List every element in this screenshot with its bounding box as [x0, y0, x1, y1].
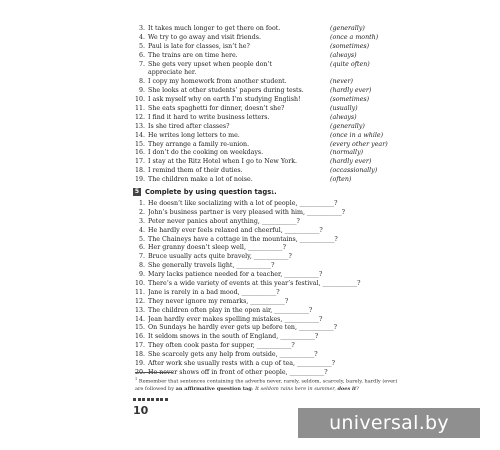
adverb-hint: (sometimes) [330, 42, 370, 50]
sentence-text: I remind them of their duties. [148, 167, 243, 175]
item-number: 13. [135, 122, 146, 130]
adverb-hint: (occassionally) [330, 167, 378, 175]
sentence-text: The trains are on time here. [148, 51, 238, 59]
sentence-row [135, 69, 455, 78]
item-number: 18. [135, 167, 146, 175]
adverb-hint: (usually) [330, 105, 358, 113]
sentence-row [135, 132, 455, 141]
footnote-line-1 [135, 376, 435, 386]
sentence-row [135, 52, 455, 61]
question-tag-item [135, 342, 455, 351]
sentence-text: He doesn’t like socializing with a lot of people, ___________? [148, 200, 338, 207]
sentence-text: He writes long letters to me. [148, 131, 240, 139]
question-tag-item [135, 200, 455, 209]
item-number: 11. [135, 105, 146, 113]
sentence-row [135, 114, 455, 123]
item-number: 18. [135, 351, 146, 359]
sentence-row [135, 25, 455, 34]
sentence-row [135, 43, 455, 52]
page-number: 10 [133, 404, 149, 417]
sentence-text: It seldom snows in the south of England, ___________? [148, 333, 319, 341]
footnote-divider [135, 372, 173, 373]
adverb-hint: (once a month) [330, 33, 379, 41]
adverb-hint: (normally) [330, 149, 364, 157]
item-number: 12. [135, 297, 146, 305]
item-number: 10. [135, 96, 146, 104]
footnote-example: It seldom rains here in summer, [255, 385, 338, 392]
item-number: 8. [138, 78, 145, 86]
question-tag-item [135, 244, 455, 253]
question-tag-item [135, 227, 455, 236]
sentence-text: Jane is rarely in a bad mood, ___________? [148, 288, 280, 296]
sentence-text: He never shows off in front of other people, ___________? [148, 368, 328, 376]
item-number: 10. [135, 280, 146, 288]
question-tag-item [135, 351, 455, 360]
item-number: 9. [138, 271, 145, 279]
sentence-text: The children often play in the open air, ___________? [148, 306, 313, 314]
sentence-text: Her granny doesn’t sleep well, ___________? [148, 244, 286, 252]
page-marker-dots [133, 398, 168, 401]
exercise-question-tags-list [135, 200, 455, 378]
adverb-hint: (every other year) [330, 140, 388, 148]
adverb-hint: (always) [330, 51, 357, 59]
sentence-text: They arrange a family re-union. [148, 140, 250, 148]
exercise-number-badge: 5 [134, 188, 140, 195]
sentence-row [135, 167, 455, 176]
sentence-text: I don’t do the cooking on weekdays. [148, 149, 264, 157]
item-number: 15. [135, 324, 146, 332]
item-number: 17. [135, 342, 146, 350]
sentence-text: She looks at other students’ papers during tests. [148, 87, 304, 95]
question-tag-item [135, 280, 455, 289]
item-number: 8. [138, 262, 145, 270]
item-number: 14. [135, 131, 146, 139]
sentence-text: It takes much longer to get there on foot. [148, 25, 281, 32]
item-number: 7. [138, 60, 145, 68]
footnote-example-tag: does it [337, 385, 357, 392]
exercise-title-end: . [274, 188, 277, 196]
footnote-line-2 [135, 386, 435, 393]
sentence-text: She eats spaghetti for dinner, doesn’t she? [148, 105, 285, 113]
question-tag-item [135, 271, 455, 280]
sentence-text: I ask myself why on earth I’m studying English! [148, 96, 301, 104]
sentence-row [135, 123, 455, 132]
sentence-text: I stay at the Ritz Hotel when I go to New York. [148, 158, 298, 166]
adverb-hint: (sometimes) [330, 96, 370, 104]
question-tag-item [135, 236, 455, 245]
sentence-row [135, 141, 455, 150]
adverb-hint: (hardly ever) [330, 158, 372, 166]
question-tag-item [135, 316, 455, 325]
sentence-text: They often cook pasta for supper, ___________? [148, 342, 295, 350]
footnote-text-a: are followed by [135, 385, 176, 392]
item-number: 15. [135, 140, 146, 148]
sentence-text: She gets very upset when people don’t [148, 60, 273, 68]
item-number: 14. [135, 315, 146, 323]
adverb-hint: (never) [330, 78, 353, 86]
sentence-row [135, 87, 455, 96]
sentence-text: They never ignore my remarks, ___________? [148, 297, 289, 305]
item-number: 11. [135, 288, 146, 296]
sentence-row [135, 61, 455, 70]
item-number: 20. [135, 368, 146, 376]
sentence-text: Bruce usually acts quite bravely, ___________? [148, 253, 292, 261]
footnote-marker: 1 [135, 377, 138, 381]
sentence-text: She generally travels light, ___________? [148, 262, 275, 270]
question-tag-item [135, 209, 455, 218]
sentence-text: She scarcely gets any help from outside, ___________? [148, 351, 318, 359]
item-number: 19. [135, 176, 146, 184]
sentence-text: Is she tired after classes? [148, 122, 230, 130]
question-tag-item [135, 307, 455, 316]
footnote [135, 376, 435, 393]
item-number: 1. [138, 200, 145, 207]
question-tag-item [135, 289, 455, 298]
sentence-text: Peter never panics about anything, ___________? [148, 217, 300, 225]
item-number: 9. [138, 87, 145, 95]
page-marker [133, 398, 168, 417]
item-number: 3. [138, 217, 145, 225]
adverb-hint: (hardly ever) [330, 87, 372, 95]
item-number: 2. [138, 208, 145, 216]
exercise-adverbs-list [135, 25, 455, 185]
adverb-hint: (generally) [330, 122, 365, 130]
question-tag-item [135, 333, 455, 342]
sentence-row [135, 78, 455, 87]
item-number: 16. [135, 333, 146, 341]
sentence-text: The children make a lot of noise. [148, 176, 253, 184]
item-number: 5. [138, 235, 145, 243]
watermark: universal.by [298, 408, 480, 438]
sentence-text: Jean hardly ever makes spelling mistakes, ___________? [148, 315, 323, 323]
item-number: 4. [138, 33, 145, 41]
sentence-row [135, 149, 455, 158]
question-tag-item [135, 253, 455, 262]
item-number: 17. [135, 158, 146, 166]
item-number: 6. [138, 51, 145, 59]
sentence-row [135, 96, 455, 105]
item-number: 4. [138, 226, 145, 234]
question-tag-item [135, 298, 455, 307]
item-number: 12. [135, 113, 146, 121]
question-tag-item [135, 262, 455, 271]
sentence-text: Mary lacks patience needed for a teacher, ___________? [148, 271, 323, 279]
adverb-hint: (quite often) [330, 60, 370, 68]
adverb-hint: (generally) [330, 25, 365, 32]
item-number: 19. [135, 360, 146, 368]
question-tag-item [135, 218, 455, 227]
sentence-text: After work she usually rests with a cup of tea, ___________? [148, 360, 335, 368]
sentence-text: Paul is late for classes, isn’t he? [148, 42, 250, 50]
sentence-text: The Chaineys have a cottage in the mountains, ___________? [148, 235, 338, 243]
exercise-title: Complete by using question tags [145, 188, 272, 196]
sentence-row [135, 176, 455, 185]
sentence-row [135, 105, 455, 114]
item-number: 7. [138, 253, 145, 261]
sentence-row [135, 34, 455, 43]
sentence-text: We try to go away and visit friends. [148, 33, 261, 41]
question-tag-item [135, 324, 455, 333]
footnote-emphasis: an affirmative question tag [175, 385, 252, 392]
sentence-text: There’s a wide variety of events at this year’s festival, ___________? [148, 280, 361, 288]
sentence-text: I copy my homework from another student. [148, 78, 287, 86]
item-number: 13. [135, 306, 146, 314]
sentence-text: I find it hard to write business letters. [148, 113, 270, 121]
exercise-heading [133, 188, 277, 196]
sentence-row [135, 158, 455, 167]
item-number: 16. [135, 149, 146, 157]
sentence-text: John’s business partner is very pleased with him, ___________? [148, 208, 346, 216]
item-number: 5. [138, 42, 145, 50]
sentence-text: appreciate her. [148, 69, 197, 77]
footnote-colon: : [251, 385, 256, 392]
sentence-text: On Sundays he hardly ever gets up before ten, ___________? [148, 324, 337, 332]
question-tag-item [135, 360, 455, 369]
adverb-hint: (always) [330, 113, 357, 121]
footnote-example-end: ? [356, 385, 359, 392]
adverb-hint: (often) [330, 176, 352, 184]
item-number: 3. [138, 25, 145, 32]
item-number: 6. [138, 244, 145, 252]
sentence-text: He hardly ever feels relaxed and cheerful, ___________? [148, 226, 323, 234]
footnote-text: Remember that sentences containing the adverbs never, rarely, seldom, scarcely, barely, hardly (ever) [138, 378, 398, 385]
adverb-hint: (once in a while) [330, 131, 384, 139]
footnote-ref: 1 [271, 189, 275, 195]
